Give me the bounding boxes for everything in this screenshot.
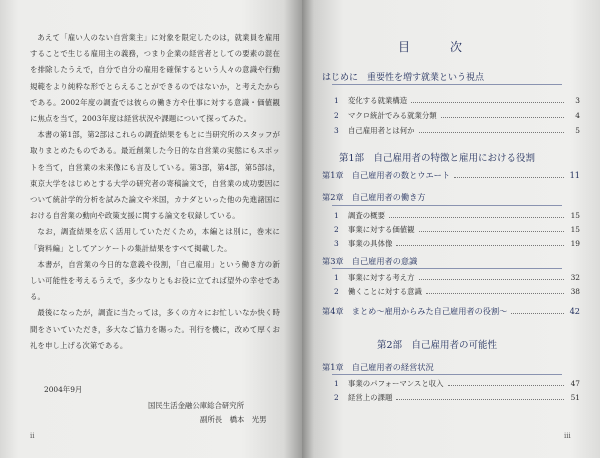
organization-name: 国民生活金融公庫総合研究所 xyxy=(148,401,245,410)
toc-entry[interactable]: 1 調査の概要 15 xyxy=(334,211,580,220)
leader-dots xyxy=(448,385,565,386)
leader-dots xyxy=(511,313,564,314)
toc-title: 目 次 xyxy=(397,40,476,54)
toc-entry[interactable]: 1 事業に対する考え方 32 xyxy=(334,273,580,282)
leader-dots xyxy=(419,279,564,280)
preface-paragraph: 最後になったが，調査に当たっては，多くの方々にお忙しいなか快く時間をさいていただき，多大なご協力を賜った。刊行を機に，改めて厚くお礼を申し上げる次第である。 xyxy=(30,308,280,350)
toc-entry[interactable]: 1 変化する就業構造 3 xyxy=(334,96,580,105)
signer-name: 副所長 橋本 光男 xyxy=(200,415,267,424)
divider xyxy=(332,84,562,85)
preface-paragraph: あえて「雇い人のない自営業主」に対象を限定したのは，就業員を雇用することで生じる雇用主の義務，つまり企業の経営者としての要素の混在を排除したうえで，自分で自分の雇用を確保するという人々の意識や行動規範をより純粋な形でとらえることができるのではないか，と考えたからである。2002年度の調査では彼らの働き方や仕事に対する意識・価値観に焦点を当て，2003年度は経営状況や課題について探ってみた。 xyxy=(30,33,280,124)
leader-dots xyxy=(419,132,564,133)
preface-date: 2004年9月 xyxy=(44,385,83,394)
leader-dots xyxy=(396,245,564,246)
toc-chapter[interactable]: 第2章 自己雇用者の働き方 xyxy=(322,192,426,202)
preface-paragraph: 本書が，自営業の今日的な意義や役割，「自己雇用」という働き方の新しい可能性を考えるうえで，多少なりともお役に立てれば望外の幸せである。 xyxy=(30,259,280,302)
preface-paragraph: なお，調査結果を広く活用していただくため，本編とは別に，巻末に「資料編」としてアンケートの集計結果をすべて掲載した。 xyxy=(30,227,280,253)
leader-dots xyxy=(454,177,564,178)
leader-dots xyxy=(426,293,564,294)
toc-part1-heading: 第1部 自己雇用者の特徴と雇用における役割 xyxy=(338,153,536,164)
divider xyxy=(332,205,562,206)
divider xyxy=(332,268,562,269)
toc-part2-heading: 第2部 自己雇用者の可能性 xyxy=(376,340,498,351)
right-page-number: iii xyxy=(564,432,571,440)
leader-dots xyxy=(419,231,564,232)
toc-entry[interactable]: 3 事業の具体像 19 xyxy=(334,239,580,248)
toc-entry[interactable]: 2 マクロ統計でみる就業分類 4 xyxy=(334,111,580,120)
leader-dots xyxy=(389,217,564,218)
toc-chapter[interactable]: 第1章 自己雇用者の経営状況 xyxy=(322,362,434,372)
leader-dots xyxy=(441,117,564,118)
toc-chapter[interactable]: 第1章 自己雇用者の数とウエート 11 xyxy=(322,170,580,180)
toc-intro-heading: はじめに 重要性を増す就業という視点 xyxy=(322,73,485,83)
leader-dots xyxy=(396,399,564,400)
preface-text xyxy=(30,30,280,354)
toc-entry[interactable]: 1 事業のパフォーマンスと収入 47 xyxy=(334,379,580,388)
divider xyxy=(332,374,562,375)
toc-entry[interactable]: 2 事業に対する価値観 15 xyxy=(334,225,580,234)
toc-entry[interactable]: 2 働くことに対する意識 38 xyxy=(334,287,580,296)
toc-chapter[interactable]: 第3章 自己雇用者の意識 xyxy=(322,256,418,266)
toc-entry[interactable]: 3 自己雇用者とは何か 5 xyxy=(334,126,580,135)
left-page-number: ii xyxy=(30,432,35,440)
toc-entry[interactable]: 2 経営上の課題 51 xyxy=(334,393,580,402)
toc-chapter[interactable]: 第4章 まとめ～雇用からみた自己雇用者の役割～ 42 xyxy=(322,306,580,316)
signature-block xyxy=(30,383,280,424)
preface-paragraph: 本書の第1部，第2部はこれらの調査結果をもとに当研究所のスタッフが取りまとめたものである。最近創業した今日的な自営業の実態にもスポットを当て，自営業の未来像にも言及している。第3部，第4部，第5部は，東京大学をはじめとする大学の研究者の寄稿論文で，自営業の成功要因について統計学的分析を試みた論文や米国，カナダといった他の先進諸国における自営業の動向や政策支援に関する論文を収録している。 xyxy=(30,130,280,221)
leader-dots xyxy=(411,102,564,103)
